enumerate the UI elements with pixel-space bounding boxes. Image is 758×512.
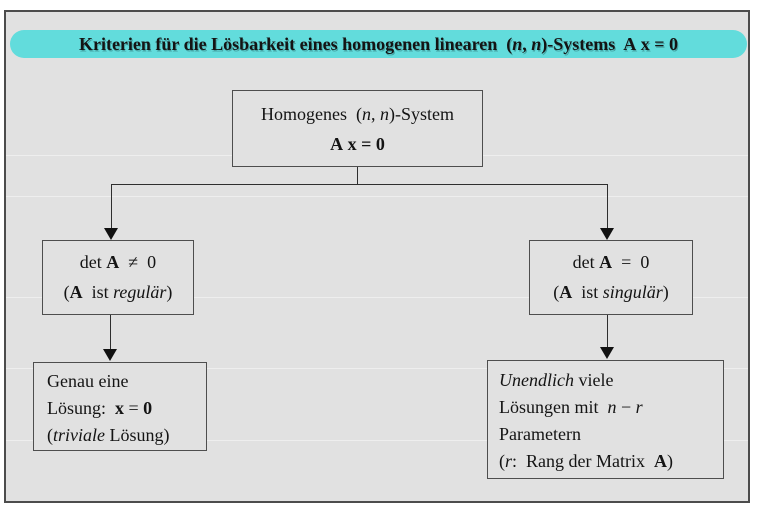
connector-right-vertical <box>607 184 609 229</box>
node-line <box>47 422 206 449</box>
down-arrowhead-icon <box>600 347 614 359</box>
connector-horizontal <box>111 184 608 186</box>
text-segment: )-System <box>388 104 454 124</box>
connector-stub <box>357 167 359 184</box>
node-homogeneous-system <box>232 90 483 167</box>
text-segment: ) <box>166 282 173 302</box>
node-det-zero <box>529 240 693 315</box>
text-segment: n <box>379 104 389 124</box>
down-arrowhead-icon <box>104 228 118 240</box>
node-line <box>233 99 482 129</box>
node-line <box>499 367 723 394</box>
text-segment: ) <box>667 451 673 471</box>
title-n-italic: n <box>512 34 523 54</box>
node-line: Parametern <box>499 424 581 444</box>
text-segment: Lösung) <box>105 425 170 445</box>
rank-r-symbol: r <box>505 451 513 471</box>
text-segment: Unendlich <box>499 370 574 390</box>
text-segment: ist <box>572 282 603 302</box>
text-segment: triviale <box>53 425 105 445</box>
text-segment: Homogenes ( <box>261 104 362 124</box>
text-segment: ( <box>553 282 560 302</box>
text-segment: ist <box>82 282 114 302</box>
text-segment: n <box>361 104 371 124</box>
text-segment: − <box>616 397 636 417</box>
node-det-nonzero <box>42 240 194 315</box>
down-arrowhead-icon <box>600 228 614 240</box>
text-segment: Lösung: <box>47 398 116 418</box>
text-segment: = 0 <box>612 252 650 272</box>
zero-vector-symbol: 0 <box>143 398 153 418</box>
text-segment: n <box>607 397 617 417</box>
text-segment: ( <box>47 425 53 445</box>
matrix-A-symbol: A <box>654 451 667 471</box>
scan-artifact-line <box>6 196 748 197</box>
text-segment: det <box>79 252 107 272</box>
matrix-A-symbol: A <box>559 282 573 302</box>
connector-right-drop <box>607 315 609 348</box>
text-segment: ≠ 0 <box>119 252 157 272</box>
text-segment: singulär <box>602 282 663 302</box>
text-segment: ( <box>63 282 70 302</box>
title-banner <box>10 30 747 58</box>
matrix-A-symbol: A <box>599 252 613 272</box>
text-segment: Lösungen mit <box>499 397 608 417</box>
text-segment: r <box>635 397 643 417</box>
title-n-italic: n <box>531 34 542 54</box>
text-segment: viele <box>573 370 614 390</box>
connector-left-drop <box>110 315 112 349</box>
node-unique-solution <box>33 362 207 451</box>
equation-ax-0: A x = 0 <box>330 134 385 154</box>
text-segment: ) <box>662 282 669 302</box>
text-segment: , <box>370 104 380 124</box>
node-line <box>43 277 193 307</box>
node-line <box>43 247 193 277</box>
node-line <box>530 277 692 307</box>
node-line <box>47 395 206 422</box>
text-segment: regulär <box>113 282 167 302</box>
text-segment: : Rang der Matrix <box>512 451 654 471</box>
down-arrowhead-icon <box>103 349 117 361</box>
node-infinite-solutions <box>487 360 724 479</box>
text-segment: det <box>572 252 600 272</box>
title-text-segment: Kriterien für die Lösbarkeit eines homogenen linearen ( <box>78 34 513 54</box>
vector-x-symbol: x <box>115 398 125 418</box>
node-line <box>499 394 723 421</box>
matrix-A-symbol: A <box>106 252 120 272</box>
title-text-segment: , <box>522 34 532 54</box>
node-line <box>530 247 692 277</box>
matrix-A-symbol: A <box>69 282 83 302</box>
text-segment: = <box>124 398 144 418</box>
title-text-segment: )-Systems A x = 0 <box>541 34 679 54</box>
node-line: Genau eine <box>47 371 129 391</box>
text-segment: ( <box>499 451 505 471</box>
connector-left-vertical <box>111 184 113 229</box>
node-line <box>499 448 723 475</box>
